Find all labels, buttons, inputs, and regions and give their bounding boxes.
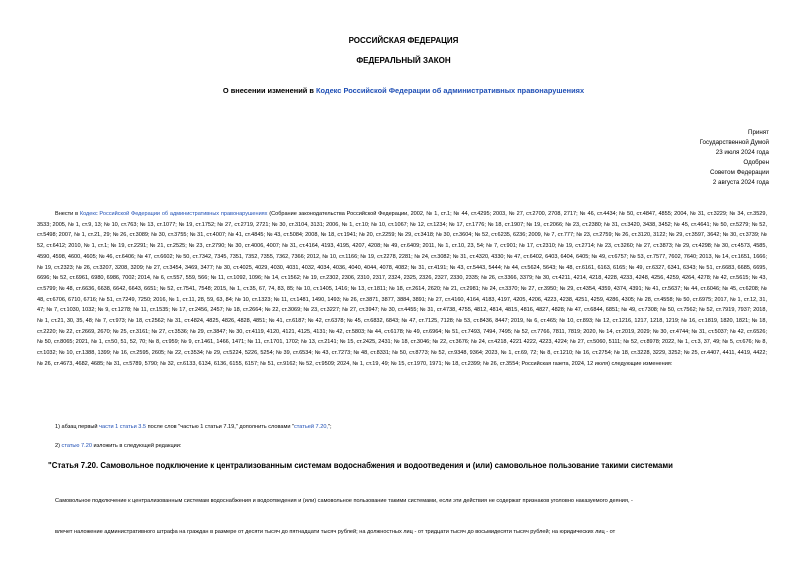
item1-suffix: "; [328, 424, 332, 430]
amendment-item-1 [55, 424, 332, 430]
adoption-date-council: 2 августа 2024 года [712, 179, 769, 186]
intro-prefix: Внести в [55, 211, 80, 217]
item1-mid: после слов "частью 1 статьи 7.19," дополнить словами " [146, 424, 294, 430]
article-7-20-link[interactable]: статью 7.20 [61, 443, 92, 449]
document-title [0, 86, 807, 95]
item2-prefix: 2) [55, 443, 62, 449]
item1-prefix: 1) абзац первый [55, 424, 100, 430]
article-paragraph-1: Самовольное подключение к централизованным системам водоснабжения и водоотведения и (или) самовольное пользование такими системами, если эти действия не содержат признаков уголовно наказуемого деяния, - [55, 498, 633, 504]
country-heading: РОССИЙСКАЯ ФЕДЕРАЦИЯ [348, 36, 459, 45]
adoption-line: Государственной Думой [699, 139, 769, 146]
code-link-title[interactable]: Кодекс Российской Федерации об административных правонарушениях [315, 86, 585, 95]
intro-text: (Собрание законодательства Российской Федерации, 2002, № 1, ст.1; № 44, ст.4295; 2003, № 27, ст.2700, 2708, 2717; № 46, ст.4434; № 50, ст.4847, 4855; 2004, № 31, ст.3229; № 34, ст.3529, 3533; 2005, № 1, ст.9, 13; № 10, ст.763; № 13, ст.1077; № 19, ст.1752; № 27, ст.2719, 2721; № 30, ст.3104, 3131; 2006, № 1, ст.10; № 10, ст.1067; № 12, ст.1234; № 17, ст.1776; № 18, ст.1907; № 19, ст.2066; № 23, ст.2380; № 31, ст.3420, 3438, 3452; № 45, ст.4641; № 50, ст.5279; № 52, ст.5498; 2007, № 1, ст.21, 29; № 26, ст.3089; № 30, ст.3755; № 31, ст.4007; № 41, ст.4845; № 43, ст.5084; 2008, № 18, ст.1941; № 20, ст.2259; № 29, ст.3418; № 30, ст.3604; № 52, ст.6235, 6236; 2009, № 7, ст.777; № 23, ст.2759; № 26, ст.3120, 3122; № 29, ст.3597, 3642; № 30, ст.3739; № 52, ст.6412; 2010, № 1, ст.1; № 19, ст.2291; № 21, ст.2525; № 23, ст.2790; № 30, ст.4006, 4007; № 31, ст.4164, 4193, 4195, 4207, 4208; № 49, ст.6409; 2011, № 1, ст.10, 23, 54; № 7, ст.901; № 17, ст.2310; № 19, ст.2714; № 23, ст.3260; № 27, ст.3873; № 29, ст.4298; № 30, ст.4573, 4585, 4590, 4598, 4600, 4605; № 46, ст.6406; № 47, ст.6602; № 50, ст.7342, 7345, 7351, 7352, 7355, 7362, 7366; 2012, № 10, ст.1166; № 19, ст.2278, 2281; № 24, ст.3082; № 31, ст.4320, 4330; № 47, ст.6402, 6403, 6404, 6405; № 49, ст.6757; № 53, ст.7577, 7602, 7640; 2013, № 14, ст.1651, 1666; № 19, ст.2323; № 26, ст.3207, 3208, 3209; № 27, ст.3454, 3469, 3477; № 30, ст.4025, 4029, 4030, 4031, 4032, 4034, 4036, 4040, 4044, 4078, 4082; № 31, ст.4191; № 43, ст.5443, 5444; № 44, ст.5624, 5643; № 48, ст.6161, 6163, 6165; № 49, ст.6327, 6341, 6343; № 51, ст.6683, 6685, 6695, 6696; № 52, ст.6961, 6980, 6986, 7002; 2014, № 6, ст.557, 559, 566; № 11, ст.1092, 1096; № 14, ст.1562; № 19, ст.2302, 2306, 2310, 2317, 2324, 2325, 2326, 2327, 2330, 2335; № 26, ст.3366, 3379; № 30, ст.4211, 4214, 4218, 4228, 4233, 4248, 4256, 4259, 4264, 4278; № 42, ст.5615; № 43, ст.5799; № 48, ст.6636, 6638, 6642, 6643, 6651; № 52, ст.7541, 7548; 2015, № 1, ст.35, 67, 74, 83, 85; № 10, ст.1405, 1416; № 13, ст.1811; № 18, ст.2614, 2620; № 21, ст.2981; № 24, ст.3370; № 27, ст.3950; № 29, ст.4354, 4359, 4374, 4391; № 41, ст.5637; № 44, ст.6046; № 45, ст.6208; № 48, ст.6706, 6710, 6716; № 51, ст.7249, 7250; 2016, № 1, ст.11, 28, 59, 63, 84; № 10, ст.1323; № 11, ст.1481, 1490, 1493; № 26, ст.3871, 3877, 3884, 3891; № 27, ст.4160, 4164, 4183, 4197, 4205, 4206, 4223, 4238, 4251, 4259, 4286, 4305; № 28, ст.4558; № 50, ст.6975; 2017, № 1, ст.12, 31, 47; № 7, ст.1030, 1032; № 9, ст.1278; № 11, ст.1535; № 17, ст.2456, 2457; № 18, ст.2664; № 22, ст.3069; № 23, ст.3227; № 27, ст.3947; № 30, ст.4455; № 31, ст.4738, 4755, 4812, 4814, 4815, 4816, 4827, 4828; № 47, ст.6844, 6851; № 49, ст.7308; № 50, ст.7562; № 52, ст.7919, 7937; 2018, № 1, ст.21, 30, 35, 48; № 7, ст.973; № 18, ст.2562; № 31, ст.4824, 4825, 4826, 4828, 4851; № 41, ст.6187; № 42, ст.6378; № 45, ст.6832, 6843; № 47, ст.7125, 7128; № 53, ст.8436, 8447; 2019, № 6, ст.465; № 10, ст.893; № 12, ст.1216, 1217, 1218, 1219; № 16, ст.1819, 1820, 1821; № 18, ст.2220; № 22, ст.2669, 2670; № 25, ст.3161; № 27, ст.3536; № 29, ст.3847; № 30, ст.4119, 4120, 4121, 4125, 4131; № 42, ст.5803; № 44, ст.6178; № 49, ст.6964; № 51, ст.7493, 7494, 7495; № 52, ст.7766, 7811, 7819; 2020, № 14, ст.2019, 2029; № 30, ст.4744; № 31, ст.5037; № 42, ст.6526; № 50, ст.8065; 2021, № 1, ст.50, 51, 52, 70; № 8, ст.959; № 9, ст.1461, 1466, 1471; № 11, ст.1701, 1702; № 13, ст.2141; № 15, ст.2425, 2431; № 18, ст.3046; № 22, ст.3676; № 24, ст.4218, 4221 4222, 4223, 4224; № 27, ст.5060, 5111; № 52, ст.8978; 2022, № 1, ст.3, 37, 49; № 5, ст.676; № 8, ст.1032; № 10, ст.1388, 1399; № 16, ст.2595, 2605; № 22, ст.3534; № 29, ст.5224, 5226, 5254; № 39, ст.6534; № 43, ст.7273; № 48, ст.8331; № 50, ст.8773; № 52, ст.9348, 9364; 2023, № 1, ст.69, 72; № 8, ст.1210; № 16, ст.2754; № 18, ст.3228, 3229, 3252; № 25, ст.4407, 4411, 4419, 4422; № 26, ст.4673, 4682, 4685; № 31, ст.5789, 5790; № 32, ст.6133, 6134, 6136, 6155, 6157; № 51, ст.9162; № 52, ст.9509; 2024, № 1, ст.19, 49; № 15, ст.1970, 1971; № 18, ст.2399; № 26, ст.3554; Российская газета, 2024, 12 июля) следующие изменения: [37, 211, 768, 367]
title-prefix: О внесении изменений в [222, 86, 316, 95]
adoption-date-duma: 23 июля 2024 года [715, 149, 769, 156]
article-3-5-link[interactable]: части 1 статьи 3.5 [99, 424, 147, 430]
adoption-line: Принят [748, 129, 769, 136]
amendment-item-2 [55, 443, 181, 449]
adoption-line: Одобрен [743, 159, 769, 166]
code-link-intro[interactable]: Кодекс Российской Федерации об административных правонарушениях [79, 211, 268, 217]
adoption-line: Советом Федерации [710, 169, 769, 176]
intro-paragraph [37, 209, 767, 370]
article-paragraph-2: влечет наложение административного штрафа на граждан в размере от десяти тысяч до пятнадцати тысяч рублей; на должностных лиц - от тридцати тысяч до восьмидесяти тысяч рублей; на юридических лиц - от [55, 529, 616, 535]
article-title: "Статья 7.20. Самовольное подключение к централизованным системам водоснабжения и водоотведения и (или) самовольное пользование такими системами [48, 461, 673, 470]
adoption-info [700, 128, 769, 188]
document-type-heading: ФЕДЕРАЛЬНЫЙ ЗАКОН [356, 56, 451, 65]
item2-suffix: изложить в следующей редакции: [91, 443, 182, 449]
article-7-20-inline-link[interactable]: статьей 7.20, [294, 424, 328, 430]
